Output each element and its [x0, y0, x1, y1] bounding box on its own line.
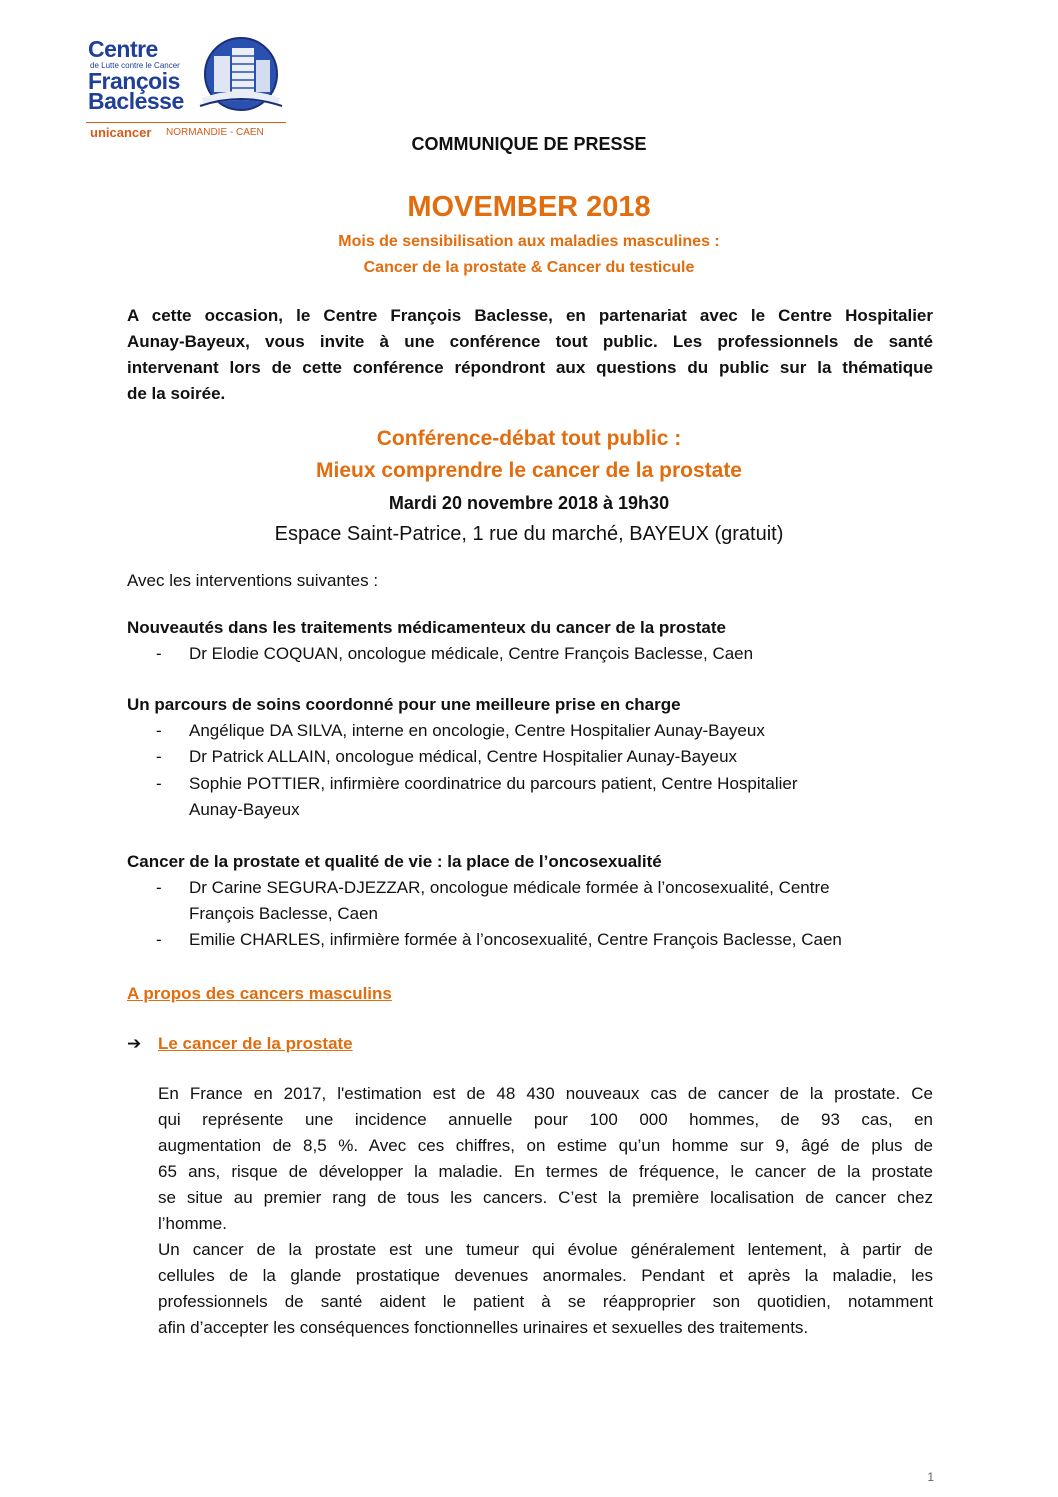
about-p1-line: qui représente une incidence annuelle pour 100 000 hommes, de 93 cas, en — [158, 1110, 933, 1129]
section-title: Nouveautés dans les traitements médicamenteux du cancer de la prostate — [127, 618, 726, 637]
arrow-right-icon: ➔ — [127, 1034, 142, 1053]
intro-line-1: A cette occasion, le Centre François Baclesse, en partenariat avec le Centre Hospitalier — [127, 306, 933, 325]
intro-line-3: intervenant lors de cette conférence répondront aux questions du public sur la thématique — [127, 358, 933, 377]
list-item: Angélique DA SILVA, interne en oncologie, Centre Hospitalier Aunay-Bayeux — [189, 721, 765, 740]
list-item-continuation: Aunay-Bayeux — [189, 800, 300, 819]
list-bullet: - — [156, 930, 162, 949]
intro-line-4: de la soirée. — [127, 384, 226, 403]
about-p2-line: cellules de la glande prostatique devenues anormales. Pendant et après la maladie, les — [158, 1266, 933, 1285]
about-p1-line: l’homme. — [158, 1214, 227, 1233]
list-item: Sophie POTTIER, infirmière coordinatrice du parcours patient, Centre Hospitalier — [189, 774, 798, 793]
intro-line-2: Aunay-Bayeux, vous invite à une conférence tout public. Les professionnels de santé — [127, 332, 933, 351]
list-bullet: - — [156, 747, 162, 766]
about-p1-line: 65 ans, risque de développer la maladie. En termes de fréquence, le cancer de la prostate — [158, 1162, 933, 1181]
list-item-continuation: François Baclesse, Caen — [189, 904, 378, 923]
about-p2-line: Un cancer de la prostate est une tumeur qui évolue généralement lentement, à partir de — [158, 1240, 933, 1259]
document-title: MOVEMBER 2018 — [407, 191, 651, 223]
section-title: Cancer de la prostate et qualité de vie : la place de l’oncosexualité — [127, 852, 662, 871]
about-heading: A propos des cancers masculins — [127, 984, 392, 1003]
list-item: Dr Carine SEGURA-DJEZZAR, oncologue médicale formée à l’oncosexualité, Centre — [189, 878, 830, 897]
about-p1-line: se situe au premier rang de tous les cancers. C’est la première localisation de cancer chez — [158, 1188, 933, 1207]
event-date: Mardi 20 novembre 2018 à 19h30 — [388, 493, 670, 513]
event-heading-1: Conférence-débat tout public : — [376, 427, 682, 450]
list-bullet: - — [156, 878, 162, 897]
list-item: Dr Patrick ALLAIN, oncologue médical, Centre Hospitalier Aunay-Bayeux — [189, 747, 738, 766]
about-p2-line: afin d’accepter les conséquences fonctionnelles urinaires et sexuelles des traitements. — [158, 1318, 809, 1337]
logo-baclesse: Baclesse — [88, 88, 184, 114]
event-place: Espace Saint-Patrice, 1 rue du marché, BAYEUX (gratuit) — [274, 523, 784, 545]
logo-unicancer: unicancer — [90, 125, 152, 140]
logo-tagline: de Lutte contre le Cancer — [90, 61, 180, 70]
hospital-building-icon — [198, 36, 284, 118]
communique-heading: COMMUNIQUE DE PRESSE — [411, 134, 647, 154]
subtitle-line-2: Cancer de la prostate & Cancer du testicule — [363, 259, 695, 276]
list-bullet: - — [156, 774, 162, 793]
list-bullet: - — [156, 721, 162, 740]
event-heading-2: Mieux comprendre le cancer de la prostate — [316, 459, 742, 482]
subtitle-line-1: Mois de sensibilisation aux maladies masculines : — [338, 233, 720, 250]
logo-centre: Centre — [88, 36, 158, 62]
logo-divider — [86, 122, 286, 123]
list-item: Emilie CHARLES, infirmière formée à l’oncosexualité, Centre François Baclesse, Caen — [189, 930, 842, 949]
about-p1-line: En France en 2017, l'estimation est de 48 430 nouveaux cas de cancer de la prostate. Ce — [158, 1084, 933, 1103]
section-title: Un parcours de soins coordonné pour une meilleure prise en charge — [127, 695, 681, 714]
logo-francois: François — [88, 68, 180, 94]
list-bullet: - — [156, 644, 162, 663]
about-subheading: Le cancer de la prostate — [158, 1034, 353, 1053]
page-number: 1 — [927, 1470, 934, 1484]
logo — [86, 36, 286, 142]
interventions-intro: Avec les interventions suivantes : — [127, 571, 379, 590]
about-p2-line: professionnels de santé aident le patient à se réapproprier son quotidien, notamment — [158, 1292, 933, 1311]
about-p1-line: augmentation de 8,5 %. Avec ces chiffres, on estime qu’un homme sur 9, âgé de plus de — [158, 1136, 933, 1155]
logo-region: NORMANDIE - CAEN — [166, 127, 264, 138]
list-item: Dr Elodie COQUAN, oncologue médicale, Centre François Baclesse, Caen — [189, 644, 754, 663]
